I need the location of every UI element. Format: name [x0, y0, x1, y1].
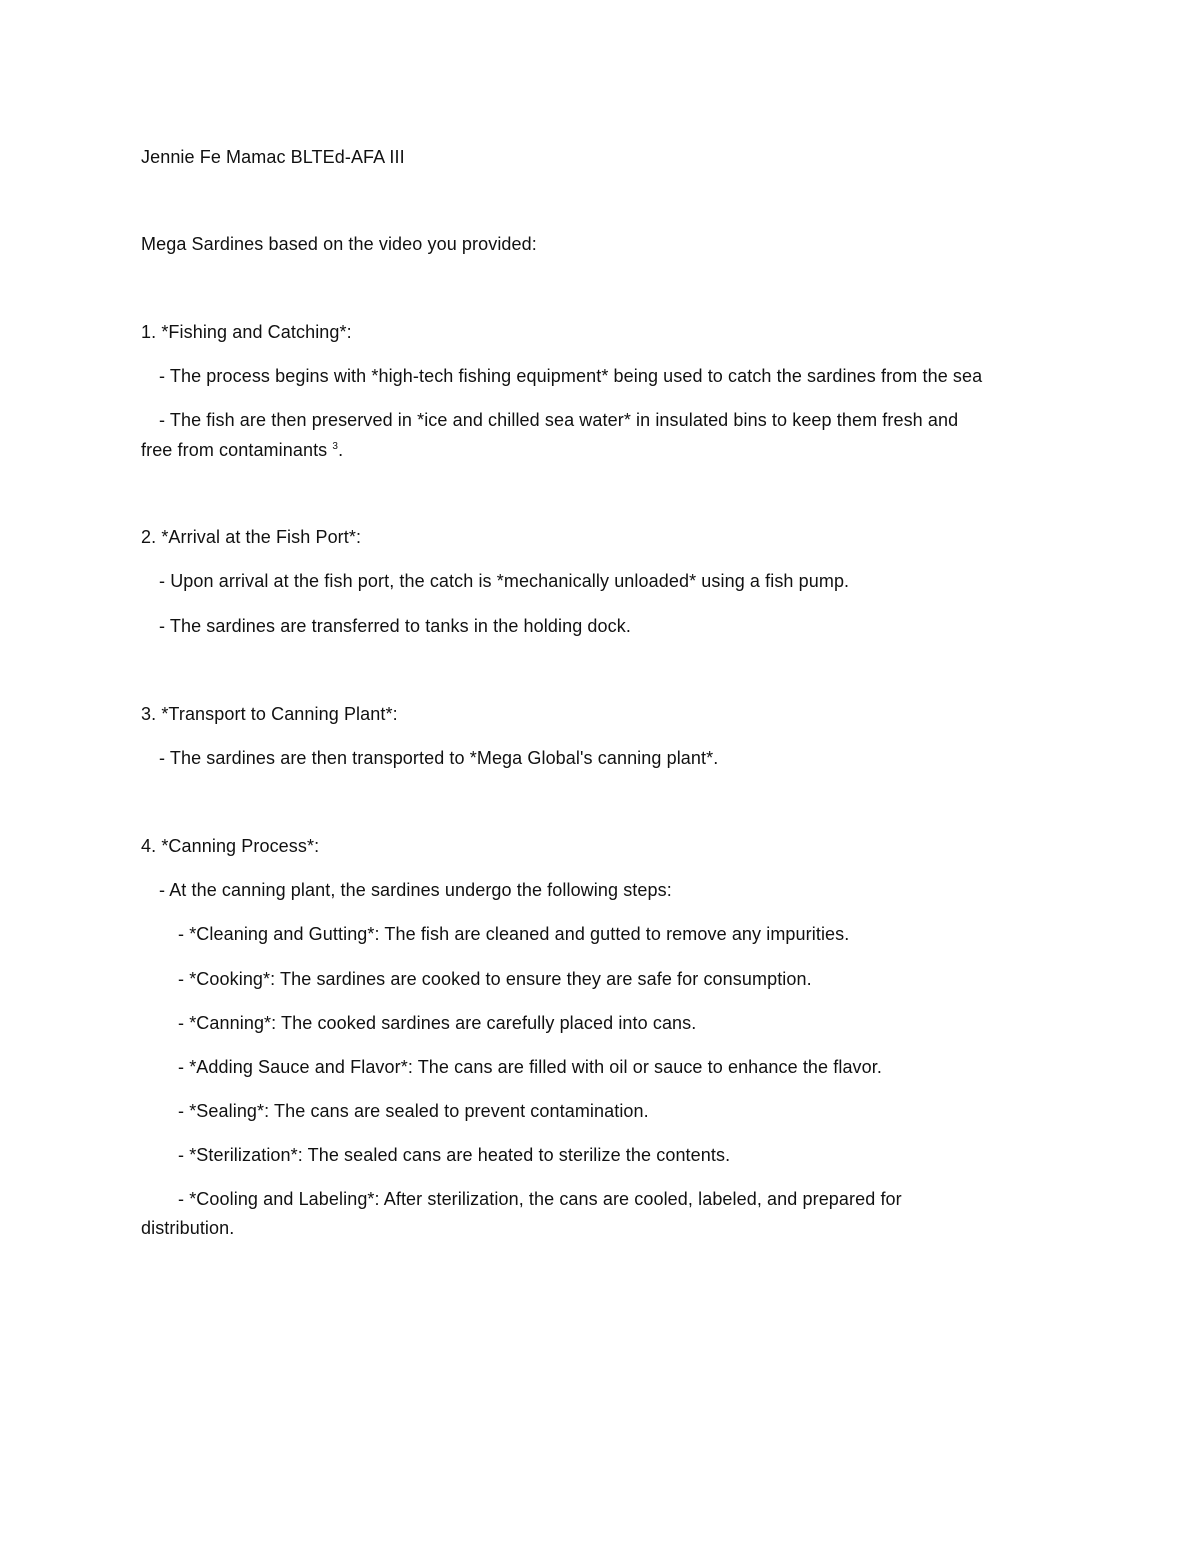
- sub-bullet-line: - *Sealing*: The cans are sealed to prevent contamination.: [178, 1101, 649, 1121]
- sub-bullet-line: - *Canning*: The cooked sardines are carefully placed into cans.: [178, 1013, 697, 1033]
- sub-bullet-line: - *Cooking*: The sardines are cooked to ensure they are safe for consumption.: [178, 969, 812, 989]
- sub-bullet-line: - *Cooling and Labeling*: After sterilization, the cans are cooled, labeled, and prepared for: [178, 1189, 902, 1209]
- sub-bullet-continuation: distribution.: [141, 1218, 235, 1238]
- section-heading: 2. *Arrival at the Fish Port*:: [141, 527, 362, 547]
- bullet-line: - The sardines are then transported to *Mega Global's canning plant*.: [159, 748, 719, 768]
- bullet-line: - The sardines are transferred to tanks in the holding dock.: [159, 616, 631, 636]
- section-heading: 4. *Canning Process*:: [141, 836, 320, 856]
- bullet-line: - The process begins with *high-tech fishing equipment* being used to catch the sardines from the sea: [159, 366, 983, 386]
- sub-bullet-line: - *Cleaning and Gutting*: The fish are cleaned and gutted to remove any impurities.: [178, 924, 850, 944]
- author-line: Jennie Fe Mamac BLTEd-AFA III: [141, 147, 405, 167]
- sub-bullet-line: - *Sterilization*: The sealed cans are heated to sterilize the contents.: [178, 1145, 731, 1165]
- intro-line: Mega Sardines based on the video you provided:: [141, 234, 537, 254]
- sub-bullet-line: - *Adding Sauce and Flavor*: The cans are filled with oil or sauce to enhance the flavor.: [178, 1057, 882, 1077]
- footnote-marker: 3: [332, 441, 339, 452]
- section-heading: 3. *Transport to Canning Plant*:: [141, 704, 398, 724]
- bullet-line: - Upon arrival at the fish port, the catch is *mechanically unloaded* using a fish pump.: [159, 571, 850, 591]
- section-heading: 1. *Fishing and Catching*:: [141, 322, 352, 342]
- bullet-text: free from contaminants: [141, 440, 328, 460]
- bullet-line: - At the canning plant, the sardines undergo the following steps:: [159, 880, 672, 900]
- period-text: .: [338, 440, 344, 460]
- bullet-line: - The fish are then preserved in *ice and chilled sea water* in insulated bins to keep them fresh and: [159, 410, 959, 430]
- bullet-line-continuation: [141, 436, 343, 464]
